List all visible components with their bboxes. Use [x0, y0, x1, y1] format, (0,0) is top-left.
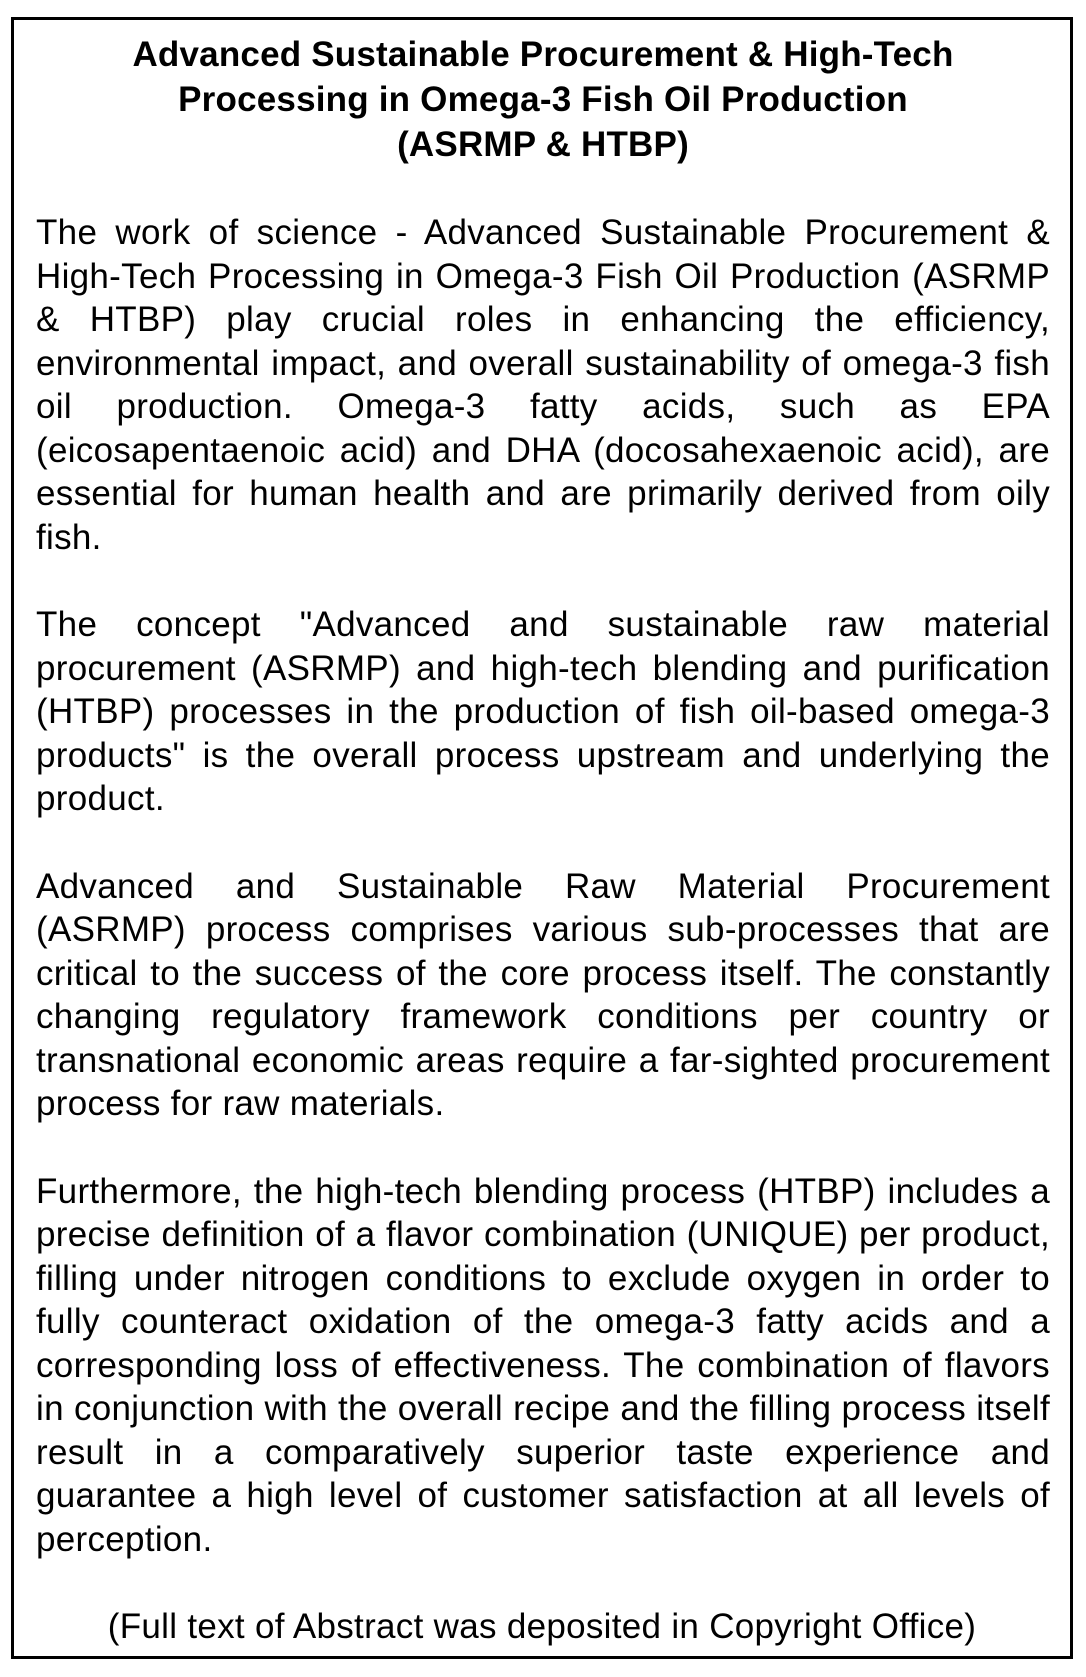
title-line-3: (ASRMP & HTBP): [397, 125, 689, 164]
abstract-paragraph-3: Advanced and Sustainable Raw Material Procurement (ASRMP) process comprises various sub-processes that are critical to the success of the core process itself. The constantly changing regulatory framework conditions per country or transnational economic areas require a far-sighted procurement process for raw materials.: [36, 866, 1050, 1123]
copyright-deposit-note: (Full text of Abstract was deposited in Copyright Office): [107, 1607, 977, 1646]
abstract-paragraph-4: Furthermore, the high-tech blending process (HTBP) includes a precise definition of a flavor combination (UNIQUE) per product, filling under nitrogen conditions to exclude oxygen in order to fully counteract oxidation of the omega-3 fatty acids and a corresponding loss of effectiveness. The combination of flavors in conjunction with the overall recipe and the filling process itself result in a comparatively superior taste experience and guarantee a high level of customer satisfaction at all levels of perception.: [36, 1171, 1050, 1559]
document-title: [36, 32, 1050, 167]
page-border-frame: [11, 17, 1073, 1659]
title-line-1: Advanced Sustainable Procurement & High-Tech: [132, 35, 954, 74]
abstract-paragraph-1: The work of science - Advanced Sustainable Procurement & High-Tech Processing in Omega-3 Fish Oil Production (ASRMP & HTBP) play crucial roles in enhancing the efficiency, environmental impact, and overall sustainability of omega-3 fish oil production. Omega-3 fatty acids, such as EPA (eicosapentaenoic acid) and DHA (docosahexaenoic acid), are essential for human health and are primarily derived from oily fish.: [36, 213, 1050, 557]
abstract-paragraph-2: The concept "Advanced and sustainable raw material procurement (ASRMP) and high-tech blending and purification (HTBP) processes in the production of fish oil-based omega-3 products" is the overall process upstream and underlying the product.: [36, 605, 1050, 818]
title-line-2: Processing in Omega-3 Fish Oil Production: [178, 80, 908, 119]
